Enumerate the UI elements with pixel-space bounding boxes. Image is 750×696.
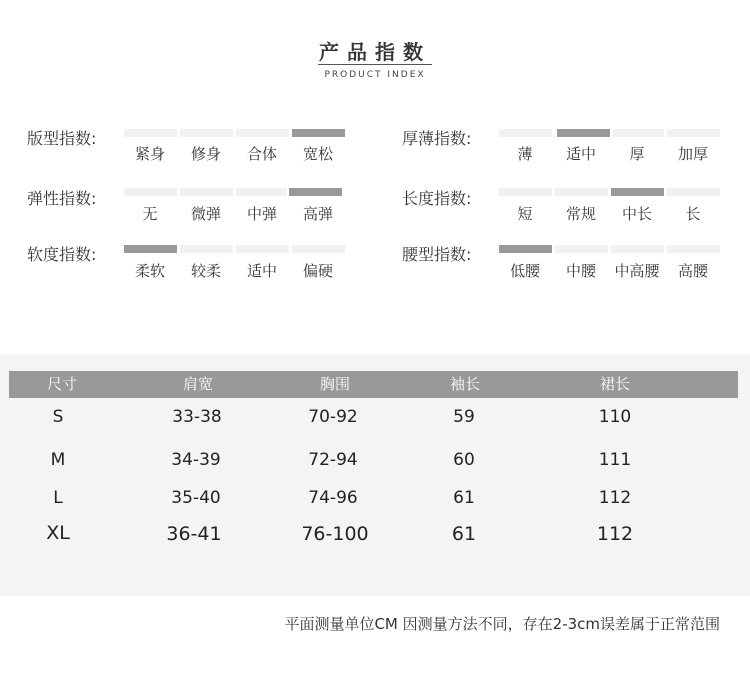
waist-index-label: 腰型指数:: [402, 245, 472, 264]
waist-option: 高腰: [677, 262, 708, 280]
softness-option-selected: 柔软: [134, 262, 165, 280]
page-title: 产品指数: [319, 40, 431, 64]
cell-skirt-length: 110: [598, 407, 632, 427]
fit-option-selected: 宽松: [302, 145, 333, 163]
measurement-note: 平面测量单位CM 因测量方法不同，存在2-3cm误差属于正常范围: [284, 615, 720, 633]
title-divider: [318, 64, 432, 65]
cell-skirt-length: 112: [596, 523, 634, 545]
elasticity-index-segment-selected: [289, 188, 342, 196]
length-option: 长: [685, 205, 701, 223]
elasticity-option: 微弹: [190, 205, 221, 223]
length-index-label: 长度指数:: [402, 189, 472, 208]
fit-option: 修身: [190, 145, 221, 163]
fit-index-segment: [124, 129, 177, 137]
header-chest: 胸围: [319, 375, 350, 393]
softness-index-segment: [292, 245, 345, 253]
cell-skirt-length: 111: [598, 450, 632, 470]
thickness-index-segment: [667, 129, 720, 137]
cell-chest: 70-92: [308, 407, 358, 427]
waist-index-segment: [555, 245, 608, 253]
elasticity-index-segment: [124, 188, 177, 196]
fit-index-label: 版型指数:: [27, 129, 97, 148]
header-sleeve: 袖长: [449, 375, 480, 393]
cell-chest: 76-100: [301, 523, 369, 545]
waist-index-segment-selected: [499, 245, 552, 253]
cell-sleeve: 61: [453, 488, 475, 508]
waist-option-selected: 低腰: [509, 262, 540, 280]
cell-sleeve: 60: [453, 450, 475, 470]
cell-sleeve: 59: [453, 407, 475, 427]
page-subtitle: PRODUCT INDEX: [324, 70, 426, 80]
elasticity-option: 无: [142, 205, 158, 223]
thickness-index-label: 厚薄指数:: [402, 129, 472, 148]
cell-skirt-length: 112: [598, 488, 632, 508]
elasticity-index-segment: [180, 188, 233, 196]
softness-option: 较柔: [190, 262, 221, 280]
thickness-option: 厚: [629, 145, 645, 163]
thickness-option: 加厚: [677, 145, 708, 163]
thickness-index-segment-selected: [557, 129, 610, 137]
softness-index-label: 软度指数:: [27, 245, 97, 264]
size-table-header: [9, 371, 738, 398]
length-index-segment: [555, 188, 608, 196]
thickness-option: 薄: [517, 145, 533, 163]
softness-option: 偏硬: [302, 262, 333, 280]
cell-chest: 74-96: [308, 488, 358, 508]
cell-size: M: [50, 450, 66, 470]
thickness-index-segment: [499, 129, 552, 137]
waist-option: 中高腰: [614, 262, 660, 280]
waist-option: 中腰: [565, 262, 596, 280]
length-index-segment-selected: [611, 188, 664, 196]
elasticity-option-selected: 高弹: [302, 205, 333, 223]
fit-index-segment-selected: [292, 129, 345, 137]
cell-shoulder: 33-38: [172, 407, 222, 427]
header-skirt-length: 裙长: [599, 375, 630, 393]
fit-index-segment: [236, 129, 289, 137]
softness-option: 适中: [246, 262, 277, 280]
length-option: 短: [517, 205, 533, 223]
elasticity-index-segment: [236, 188, 287, 196]
thickness-option-selected: 适中: [565, 145, 596, 163]
cell-size: S: [52, 407, 64, 427]
softness-index-segment: [236, 245, 289, 253]
cell-shoulder: 35-40: [171, 488, 221, 508]
elasticity-index-label: 弹性指数:: [27, 189, 97, 208]
fit-index-segment: [180, 129, 233, 137]
softness-index-segment: [180, 245, 233, 253]
header-size: 尺寸: [46, 375, 77, 393]
length-option-selected: 中长: [621, 205, 652, 223]
cell-size: XL: [46, 522, 70, 544]
waist-index-segment: [611, 245, 664, 253]
waist-index-segment: [667, 245, 720, 253]
softness-index-segment-selected: [124, 245, 177, 253]
header-shoulder: 肩宽: [182, 375, 213, 393]
cell-chest: 72-94: [308, 450, 358, 470]
length-option: 常规: [565, 205, 596, 223]
length-index-segment: [499, 188, 552, 196]
fit-option: 紧身: [134, 145, 165, 163]
thickness-index-segment: [613, 129, 664, 137]
elasticity-option: 中弹: [246, 205, 277, 223]
length-index-segment: [667, 188, 720, 196]
cell-shoulder: 36-41: [166, 523, 222, 545]
cell-sleeve: 61: [451, 523, 477, 545]
cell-shoulder: 34-39: [171, 450, 221, 470]
cell-size: L: [53, 488, 63, 508]
fit-option: 合体: [246, 145, 277, 163]
